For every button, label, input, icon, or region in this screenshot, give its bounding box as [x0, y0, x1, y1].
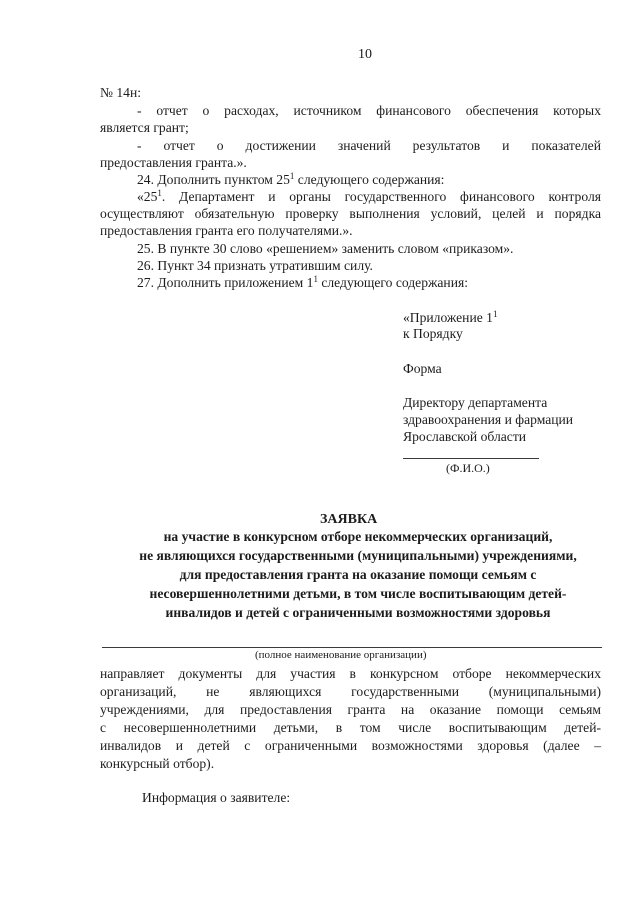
organization-name-line	[102, 647, 602, 648]
item-14n: № 14н:	[100, 85, 142, 100]
bullet-2-line-1: - отчет о достижении значений результатов и показателей	[137, 138, 601, 153]
fio-caption: (Ф.И.О.)	[446, 461, 490, 475]
body-line-2: организаций, не являющихся государственными (муниципальными)	[100, 684, 601, 699]
page-number: 10	[358, 47, 372, 62]
document-title: ЗАЯВКА	[320, 512, 378, 527]
body-line-1: направляет документы для участия в конкурсном отборе некоммерческих	[100, 666, 601, 681]
bullet-2-line-2: предоставления гранта.».	[100, 155, 247, 170]
item-26: 26. Пункт 34 признать утратившим силу.	[137, 258, 373, 273]
applicant-info-label: Информация о заявителе:	[142, 790, 291, 805]
body-line-3: учреждениями, для предоставления гранта на оказание помощи семьям	[100, 702, 601, 717]
addressee-line-2: здравоохранения и фармации	[403, 412, 574, 427]
appendix-label: «Приложение $1^1$	[403, 309, 498, 325]
appendix-to-order: к Порядку	[403, 326, 463, 341]
subtitle-line-1: на участие в конкурсном отборе некоммерческих организаций,	[163, 529, 553, 544]
bullet-1-line-2: является грант;	[100, 120, 189, 135]
quote-line-3: предоставления гранта его получателями.».	[100, 223, 353, 238]
addressee-line-3: Ярославской области	[403, 429, 527, 444]
bullet-1-line-1: - отчет о расходах, источником финансового обеспечения которых	[137, 103, 601, 118]
item-25: 25. В пункте 30 слово «решением» заменить словом «приказом».	[137, 241, 514, 256]
addressee-line-1: Директору департамента	[403, 395, 548, 410]
item-27: 27. Дополнить приложением $1^1$ следующего содержания:	[137, 274, 469, 290]
quote-line-1: «$25^1$. Департамент и органы государственного финансового контроля	[137, 188, 601, 204]
subtitle-line-2: не являющихся государственными (муниципальными) учреждениями,	[139, 548, 577, 563]
fio-signature-line	[403, 458, 539, 459]
body-line-5: инвалидов и детей с ограниченными возможностями здоровья (далее –	[100, 738, 601, 753]
quote-line-2: осуществляют обязательную проверку выполнения условий, целей и порядка	[100, 206, 601, 221]
organization-caption: (полное наименование организации)	[255, 649, 427, 661]
item-24: 24. Дополнить пунктом $25^1$ следующего содержания:	[137, 171, 445, 187]
subtitle-line-3: для предоставления гранта на оказание помощи семьям с	[179, 567, 537, 582]
body-line-6: конкурсный отбор).	[100, 756, 215, 771]
subtitle-line-4: несовершеннолетними детьми, в том числе воспитывающим детей-	[149, 586, 567, 601]
subtitle-line-5: инвалидов и детей с ограниченными возможностями здоровья	[165, 605, 551, 620]
form-label: Форма	[403, 361, 442, 376]
body-line-4: с несовершеннолетними детьми, в том числе воспитывающим детей-	[100, 720, 601, 735]
